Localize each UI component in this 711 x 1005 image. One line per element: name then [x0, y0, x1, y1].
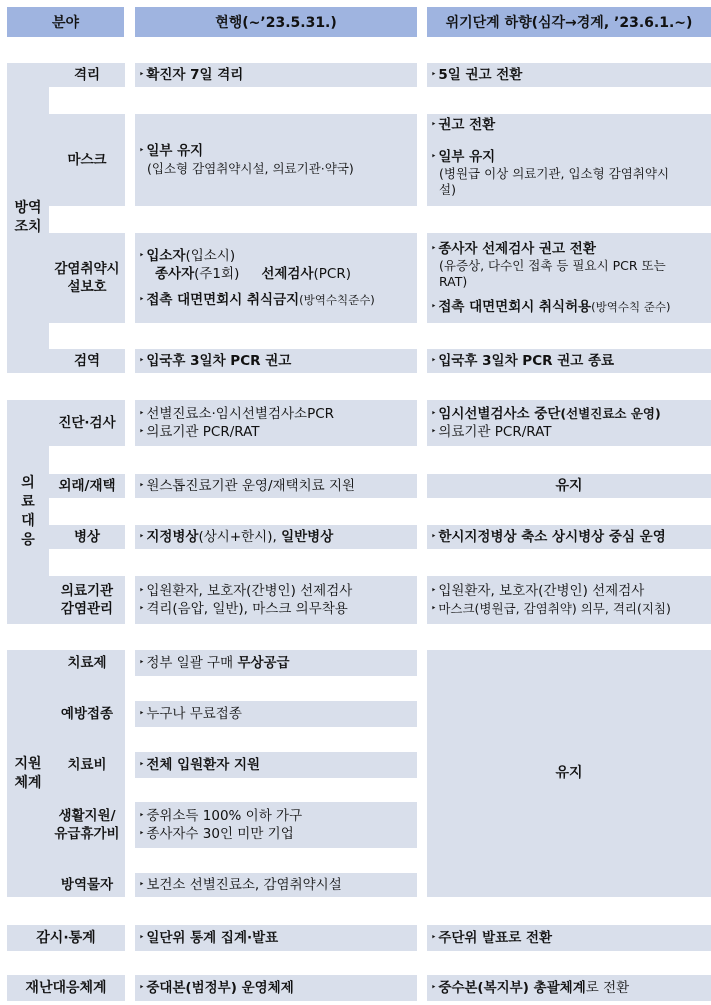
- bullet: ‣: [431, 69, 437, 80]
- row-label-diagnosis: 진단·검사: [49, 400, 125, 446]
- row-label-cost: 치료비: [67, 756, 107, 773]
- text: 종사자 선제검사 권고 전환: [438, 241, 596, 258]
- text: 확진자 7일 격리: [146, 66, 244, 83]
- section-label-uiryo: 의 료 대 응: [21, 475, 35, 548]
- bullet: ‣: [431, 355, 437, 366]
- cell-supplies-current: [135, 873, 417, 897]
- header-current: [135, 7, 417, 37]
- text: 원스톱진료기관 운영/재택치료 지원: [146, 477, 356, 494]
- text: 누구나 무료접종: [146, 705, 242, 722]
- text: 의료기관 PCR/RAT: [146, 424, 260, 440]
- text: 5일 권고 전환: [438, 66, 523, 83]
- section-label-bangyeok: 방역 조치: [14, 200, 42, 235]
- bullet: ‣: [139, 427, 145, 437]
- text: RAT): [439, 274, 468, 289]
- cell-gyeokri-current: [135, 63, 417, 87]
- text: 무상공급: [237, 654, 290, 671]
- bullet: ‣: [431, 120, 437, 130]
- text: 임시선별검사소 중단: [438, 405, 561, 422]
- text: (선별진료소 운영): [560, 405, 661, 421]
- text: (병원급 이상 의료기관, 입소형 감염취약시: [439, 166, 670, 182]
- cell-beds-current: [135, 525, 417, 549]
- bullet: ‣: [139, 982, 145, 993]
- text: 마스크(병원급, 감염취약) 의무, 격리(지침): [438, 600, 671, 616]
- text: 보건소 선별진료소, 감염취약시설: [146, 876, 342, 893]
- row-label-supplies: 방역물자: [60, 876, 114, 893]
- row-label-outpatient: 외래/재택: [49, 474, 125, 498]
- cell-diagnosis-current: [135, 400, 417, 446]
- cell-treatment-current: [135, 650, 417, 676]
- row-label-quarantine: 검역: [49, 349, 125, 373]
- row-label-mask: 마스크: [49, 114, 125, 206]
- header-field: [7, 7, 124, 37]
- text: (입소시): [185, 247, 236, 264]
- cell-living-current: [135, 802, 417, 848]
- row-label-facility: 감염취약시 설보호: [49, 233, 125, 323]
- bullet: ‣: [139, 69, 145, 80]
- text: (입소형 감염취약시설, 의료기관·약국): [147, 160, 354, 176]
- text: 일반병상: [281, 528, 334, 545]
- bullet: ‣: [431, 932, 437, 943]
- text: 주단위 발표로 전환: [438, 929, 553, 946]
- bullet: ‣: [139, 829, 145, 839]
- cell-support-new: 유지: [427, 650, 711, 897]
- text: 접촉 대면면회시 취식금지: [146, 292, 300, 309]
- text: (상시+한시),: [198, 528, 282, 545]
- cell-infection-current: [135, 576, 417, 624]
- text: (방역수칙준수): [299, 293, 375, 308]
- text: 일부 유지: [146, 143, 204, 160]
- header-new: [427, 7, 711, 37]
- text: 전체 입원환자 지원: [146, 756, 261, 773]
- cell-quarantine-current: [135, 349, 417, 373]
- row-label-disaster: 재난대응체계: [7, 975, 125, 1001]
- header-current-label: 현행(~’23.5.31.): [215, 15, 337, 31]
- row-label-living: 생활지원/ 유급휴가비: [54, 807, 120, 842]
- bullet: ‣: [139, 355, 145, 366]
- text: 선별진료소·임시선별검사소PCR: [146, 405, 335, 422]
- text: (유증상, 다수인 접촉 등 필요시 PCR 또는: [439, 258, 666, 274]
- text: 일단위 통계 집계·발표: [146, 929, 279, 946]
- text: 입국후 3일차 PCR 권고: [146, 352, 292, 369]
- text: 입원환자, 보호자(간병인) 선제검사: [146, 582, 353, 599]
- bullet: ‣: [139, 480, 145, 491]
- cell-facility-current: [135, 233, 417, 323]
- cell-mask-current: [135, 114, 417, 206]
- cell-infection-new: [427, 576, 711, 624]
- cell-beds-new: [427, 525, 711, 549]
- bullet: ‣: [139, 879, 145, 890]
- text: 권고 전환: [438, 117, 496, 133]
- bullet: ‣: [139, 759, 145, 770]
- bullet: ‣: [431, 408, 437, 419]
- row-label-beds: 병상: [49, 525, 125, 549]
- cell-quarantine-new: [427, 349, 711, 373]
- bullet: ‣: [139, 531, 145, 542]
- text: (PCR): [313, 265, 351, 282]
- row-label-gyeokri: 격리: [49, 63, 125, 87]
- bullet: ‣: [431, 152, 437, 163]
- text: 지정병상: [146, 528, 199, 545]
- row-label-vaccine: 예방접종: [60, 705, 114, 722]
- cell-facility-new: [427, 233, 711, 323]
- text: (방역수칙 준수): [591, 299, 671, 314]
- text: 입원환자, 보호자(간병인) 선제검사: [438, 583, 645, 600]
- text: 종사자수 30인 미만 기업: [146, 826, 294, 842]
- cell-gyeokri-new: [427, 63, 711, 87]
- text: 중위소득 100% 이하 가구: [146, 807, 303, 824]
- row-label-surveillance: 감시·통계: [7, 925, 125, 951]
- cell-surveillance-new: [427, 925, 711, 951]
- text: 입국후 3일차 PCR 권고 종료: [438, 352, 615, 369]
- bullet: ‣: [139, 932, 145, 943]
- bullet: ‣: [139, 708, 145, 719]
- cell-disaster-new: [427, 975, 711, 1001]
- cell-vaccine-current: [135, 701, 417, 727]
- section-label-jiwon: 지원 체계: [14, 755, 42, 791]
- text: 의료기관 PCR/RAT: [438, 424, 552, 440]
- bullet: ‣: [139, 585, 145, 596]
- bullet: ‣: [139, 604, 145, 614]
- cell-outpatient-current: [135, 474, 417, 498]
- text: 한시지정병상 축소 상시병상 중심 운영: [438, 528, 666, 545]
- bullet: ‣: [139, 295, 145, 306]
- text: 정부 일괄 구매: [146, 654, 238, 671]
- text: 접촉 대면면회시 취식허용: [438, 298, 592, 315]
- bullet: ‣: [139, 146, 145, 157]
- header-new-label: 위기단계 하향(심각→경계, ’23.6.1.~): [445, 15, 693, 31]
- cell-surveillance-current: [135, 925, 417, 951]
- row-label-treatment: 치료제: [67, 654, 107, 671]
- cell-outpatient-new: 유지: [427, 474, 711, 498]
- bullet: ‣: [431, 301, 437, 312]
- cell-diagnosis-new: [427, 400, 711, 446]
- bullet: ‣: [431, 982, 437, 993]
- text: (주1회): [194, 265, 240, 282]
- text: 중수본(복지부) 총괄체계: [438, 979, 586, 996]
- bullet: ‣: [431, 531, 437, 542]
- text: 로 전환: [585, 979, 630, 996]
- bullet: ‣: [139, 657, 145, 668]
- header-field-label: 분야: [51, 15, 80, 31]
- text: 입소자: [146, 247, 186, 264]
- text: 중대본(범정부) 운영체제: [146, 979, 294, 996]
- bullet: ‣: [139, 250, 145, 261]
- bullet: ‣: [431, 244, 437, 255]
- bullet: ‣: [431, 427, 437, 437]
- row-label-infection: 의료기관 감염관리: [49, 576, 125, 624]
- text: 격리(음압, 일반), 마스크 의무착용: [146, 601, 348, 617]
- cell-cost-current: [135, 752, 417, 778]
- text: 설): [439, 182, 456, 198]
- text: 일부 유지: [438, 149, 496, 166]
- cell-mask-new: [427, 114, 711, 206]
- bullet: ‣: [139, 408, 145, 419]
- cell-disaster-current: [135, 975, 417, 1001]
- bullet: ‣: [139, 810, 145, 821]
- bullet: ‣: [431, 586, 437, 597]
- text: 종사자: [155, 265, 195, 282]
- text: 선제검사: [261, 265, 314, 282]
- bullet: ‣: [431, 603, 437, 614]
